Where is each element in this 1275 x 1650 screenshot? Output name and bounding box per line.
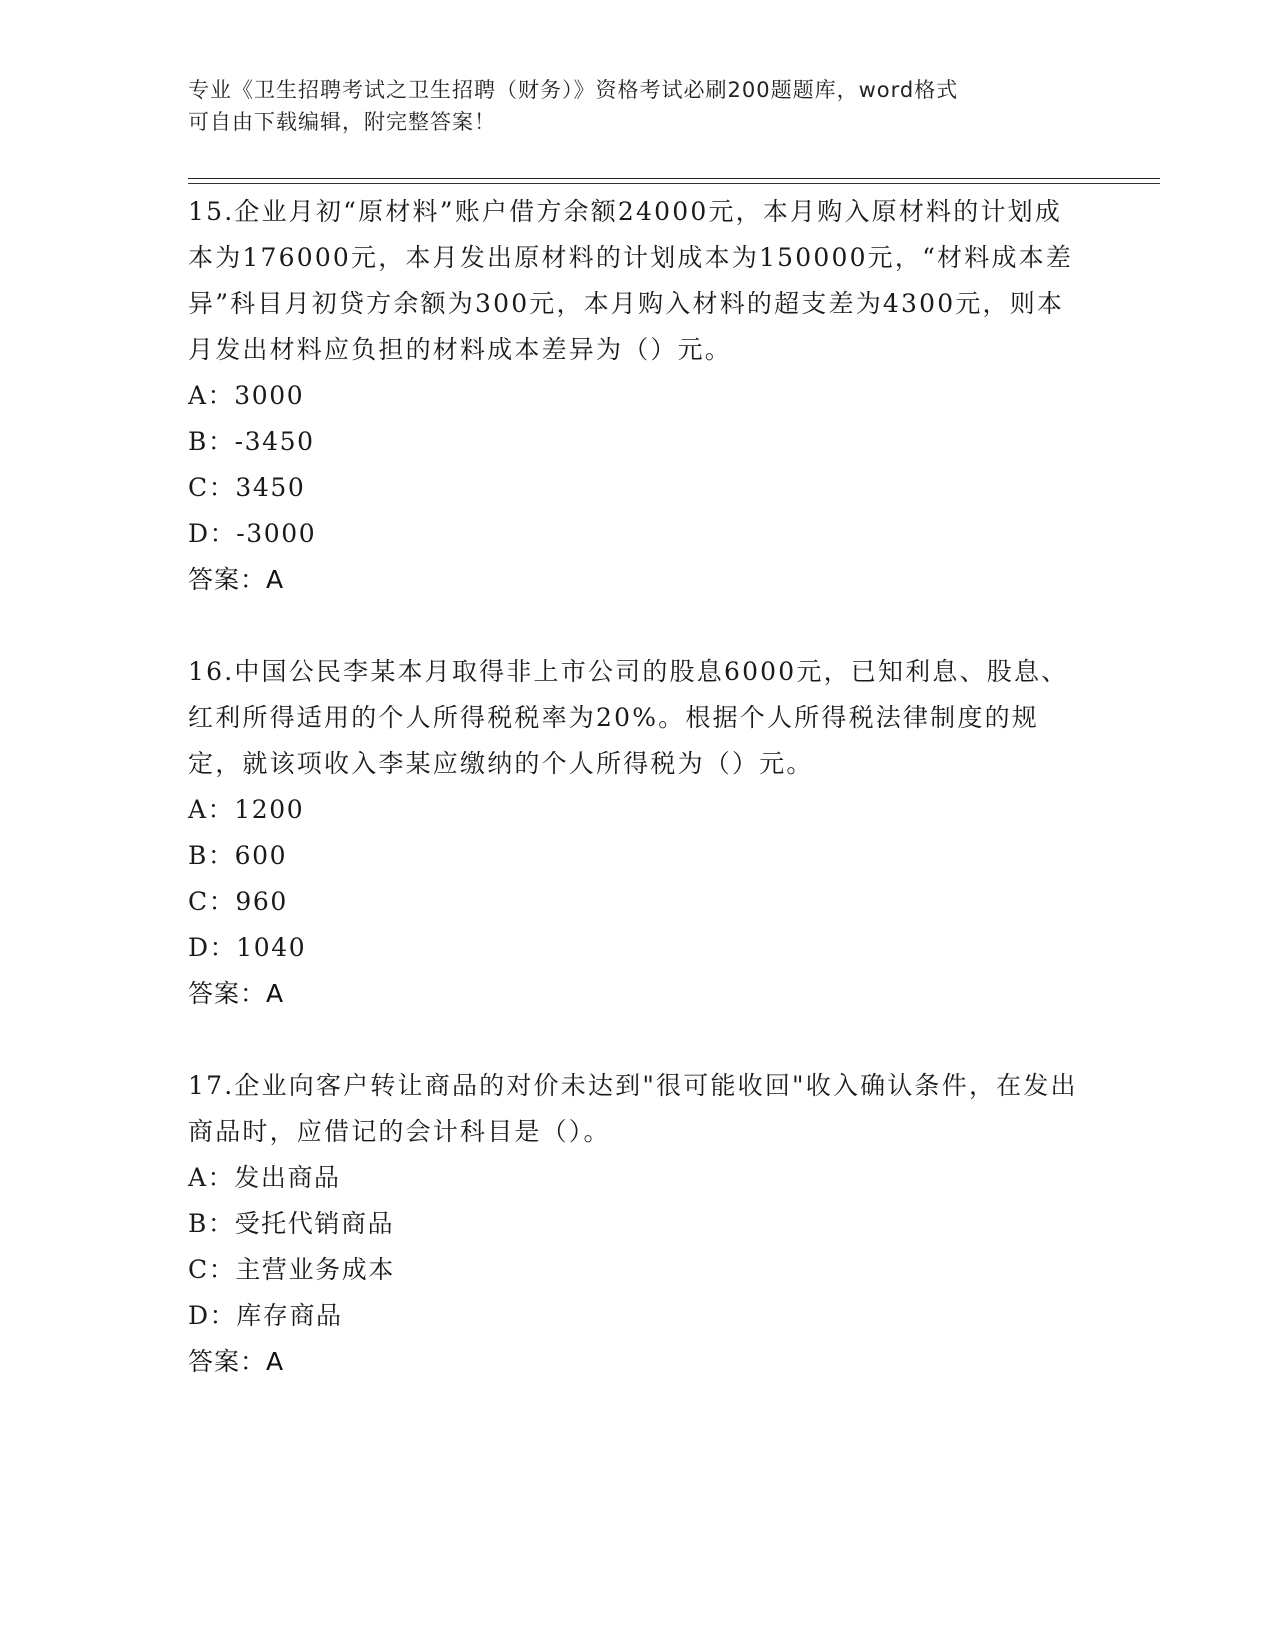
option-d: D：-3000 [188, 519, 317, 548]
header-divider-thin [188, 183, 1160, 184]
question-spacer [188, 1017, 1078, 1063]
question-15 [188, 189, 1078, 603]
option-a: A：发出商品 [188, 1163, 341, 1192]
answer-line: 答案：A [188, 565, 285, 594]
answer-line: 答案：A [188, 979, 285, 1008]
option-b: B：600 [188, 841, 288, 870]
option-a: A：1200 [188, 795, 305, 824]
option-d: D：库存商品 [188, 1301, 343, 1330]
option-c: C：3450 [188, 473, 306, 502]
option-b: B：受托代销商品 [188, 1209, 395, 1238]
option-d: D：1040 [188, 933, 307, 962]
question-stem: 16.中国公民李某本月取得非上市公司的股息6000元，已知利息、股息、红利所得适用的个人所得税税率为20%。根据个人所得税法律制度的规定，就该项收入李某应缴纳的个人所得税为（）元。 [188, 657, 1069, 778]
option-a: A：3000 [188, 381, 305, 410]
question-stem: 15.企业月初“原材料”账户借方余额24000元，本月购入原材料的计划成本为176000元，本月发出原材料的计划成本为150000元，“材料成本差异”科目月初贷方余额为300元，本月购入材料的超支差为4300元，则本月发出材料应负担的材料成本差异为（）元。 [188, 197, 1074, 364]
option-b: B：-3450 [188, 427, 315, 456]
question-spacer [188, 603, 1078, 649]
question-list [188, 189, 1078, 1385]
header-title-line-1: 专业《卫生招聘考试之卫生招聘（财务）》资格考试必刷200题题库，word格式 [188, 78, 959, 102]
document-header [188, 74, 1088, 138]
question-17 [188, 1063, 1078, 1385]
question-16 [188, 649, 1078, 1017]
option-c: C：主营业务成本 [188, 1255, 395, 1284]
question-stem: 17.企业向客户转让商品的对价未达到"很可能收回"收入确认条件，在发出商品时，应借记的会计科目是（）。 [188, 1071, 1078, 1146]
option-c: C：960 [188, 887, 288, 916]
answer-line: 答案：A [188, 1347, 285, 1376]
header-title-line-2: 可自由下载编辑，附完整答案！ [188, 110, 496, 134]
header-divider-thick [188, 178, 1160, 179]
